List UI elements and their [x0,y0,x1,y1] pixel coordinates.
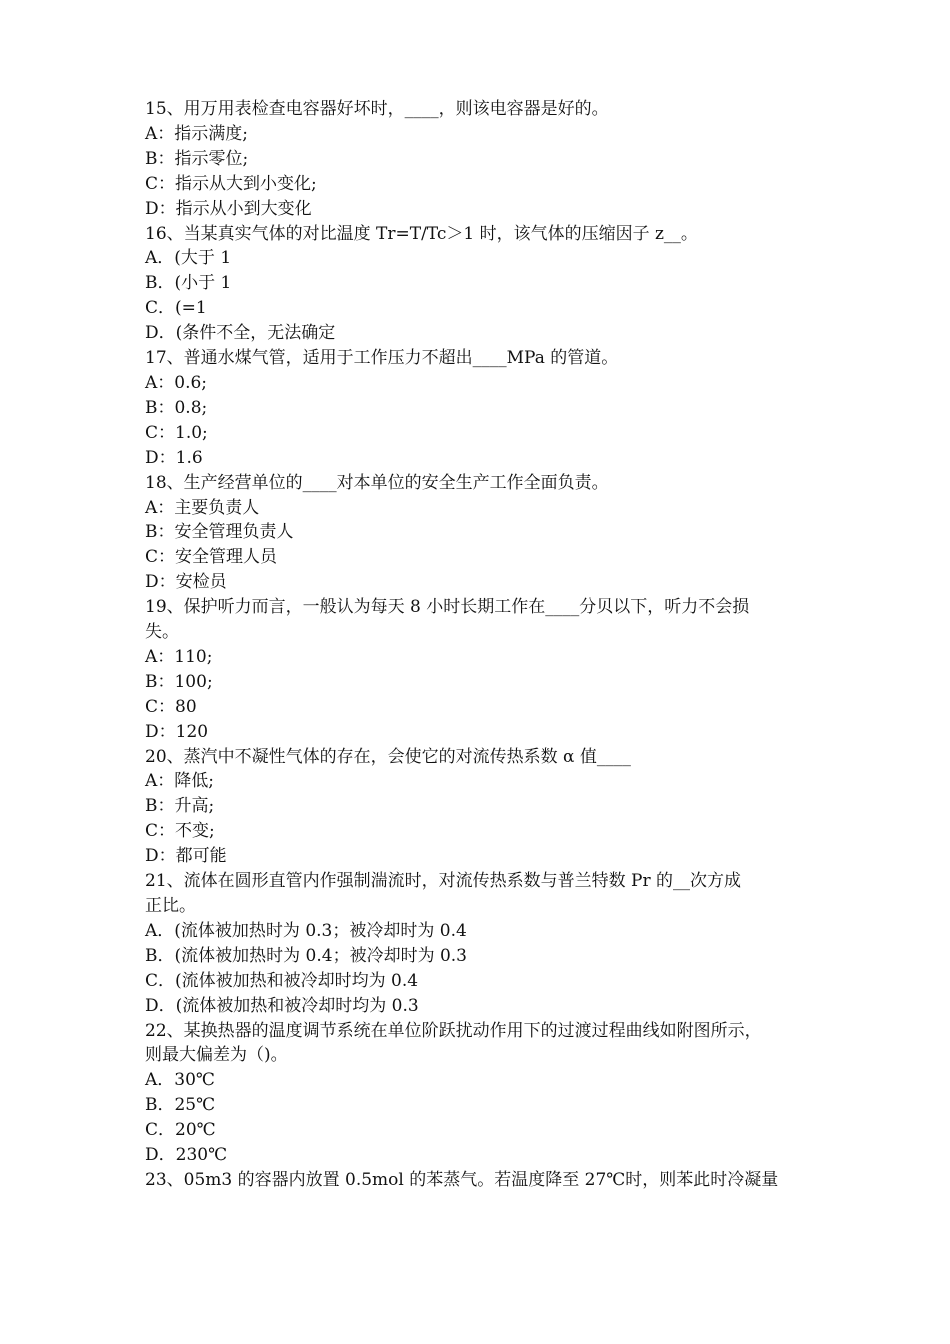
question-19 [145,595,825,744]
option-c: C：不变; [145,821,215,842]
question-16 [145,222,825,347]
option-c: C．(=1 [145,298,207,319]
option-a: A：主要负责人 [145,497,260,518]
option-b: B：指示零位; [145,148,249,169]
question-15 [145,97,825,222]
question-stem: 20、蒸汽中不凝性气体的存在，会使它的对流传热系数 α 值____ [145,746,631,767]
option-a: A：降低; [145,771,215,792]
option-a: A：指示满度; [145,123,249,144]
option-a: A．(流体被加热时为 0.3；被冷却时为 0.4 [145,920,467,941]
question-stem-line-2: 失。 [145,622,179,643]
option-b: B：升高; [145,796,215,817]
question-stem-line-1: 19、保护听力而言，一般认为每天 8 小时长期工作在____分贝以下，听力不会损 [145,597,750,618]
option-d: D：指示从小到大变化 [145,198,312,219]
option-b: B．25℃ [145,1095,216,1116]
question-stem: 17、普通水煤气管，适用于工作压力不超出____MPa 的管道。 [145,348,619,369]
question-stem: 23、05m3 的容器内放置 0.5mol 的苯蒸气。若温度降至 27℃时，则苯此时冷凝量 [145,1169,779,1190]
option-d: D：1.6 [145,447,203,468]
option-c: C：1.0; [145,422,208,443]
option-d: D：安检员 [145,572,227,593]
option-c: C．(流体被加热和被冷却时均为 0.4 [145,970,419,991]
question-list [145,97,825,1193]
option-b: B：0.8; [145,397,208,418]
question-20 [145,745,825,870]
option-c: C．20℃ [145,1120,216,1141]
option-a: A．(大于 1 [145,248,232,269]
question-stem-line-2: 正比。 [145,896,196,916]
question-22 [145,1019,825,1168]
question-18 [145,471,825,596]
option-d: D．(流体被加热和被冷却时均为 0.3 [145,995,419,1016]
option-a: A：0.6; [145,372,208,393]
option-d: D：都可能 [145,846,227,867]
question-stem: 16、当某真实气体的对比温度 Tr=T/Tc＞1 时，该气体的压缩因子 z__。 [145,223,698,244]
question-17 [145,346,825,471]
option-a: A．30℃ [145,1070,215,1091]
question-21 [145,869,825,1018]
option-b: B．(小于 1 [145,273,232,294]
question-stem-line-1: 22、某换热器的温度调节系统在单位阶跃扰动作用下的过渡过程曲线如附图所示， [145,1020,762,1041]
option-d: D．(条件不全，无法确定 [145,323,336,344]
question-stem: 18、生产经营单位的____对本单位的安全生产工作全面负责。 [145,472,609,493]
question-stem: 15、用万用表检查电容器好坏时，____，则该电容器是好的。 [145,99,609,119]
question-stem-line-1: 21、流体在圆形直管内作强制湍流时，对流传热系数与普兰特数 Pr 的__次方成 [145,871,742,892]
option-b: B：安全管理负责人 [145,522,294,543]
option-c: C：80 [145,696,197,717]
option-b: B：100; [145,671,213,692]
option-b: B．(流体被加热时为 0.4；被冷却时为 0.3 [145,945,468,966]
question-stem-line-2: 则最大偏差为（)。 [145,1045,288,1066]
option-c: C：安全管理人员 [145,547,278,568]
option-c: C：指示从大到小变化; [145,173,317,194]
option-d: D：120 [145,721,209,742]
option-d: D．230℃ [145,1145,228,1166]
option-a: A：110; [145,646,213,667]
question-23 [145,1168,825,1193]
